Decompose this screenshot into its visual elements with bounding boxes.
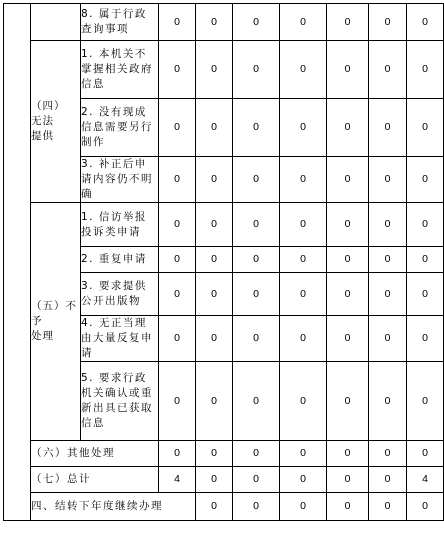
table-row-carryover xyxy=(4,493,444,521)
value-cell: 0 xyxy=(159,99,196,157)
reason-cat4-item1: 1. 本机关不掌握相关政府信息 xyxy=(81,41,159,99)
value-cell: 0 xyxy=(280,203,327,247)
value-cell: 0 xyxy=(159,273,196,316)
table-row-cat1-item8 xyxy=(4,4,444,41)
cat5-label-line1: （五）不 xyxy=(31,300,77,312)
value-cell: 0 xyxy=(369,99,407,157)
value-cell: 0 xyxy=(280,273,327,316)
value-cell: 0 xyxy=(196,203,233,247)
value-cell: 0 xyxy=(407,493,444,521)
total-value-cell: 0 xyxy=(280,467,327,493)
value-cell: 0 xyxy=(233,273,280,316)
value-cell: 0 xyxy=(327,273,369,316)
value-cell: 0 xyxy=(407,41,444,99)
value-cell: 0 xyxy=(159,41,196,99)
value-cell: 0 xyxy=(369,362,407,441)
value-cell: 0 xyxy=(233,362,280,441)
cat5-label xyxy=(31,203,81,441)
value-cell: 0 xyxy=(327,99,369,157)
value-cell: 0 xyxy=(407,247,444,273)
value-cell: 0 xyxy=(233,41,280,99)
value-cell: 0 xyxy=(327,4,369,41)
value-cell: 0 xyxy=(233,493,280,521)
cat4-label-line1: （四） xyxy=(31,100,66,112)
value-cell: 0 xyxy=(280,441,327,467)
value-cell: 0 xyxy=(159,4,196,41)
value-cell: 0 xyxy=(196,273,233,316)
value-cell: 0 xyxy=(327,203,369,247)
value-cell: 0 xyxy=(369,157,407,203)
reason-cat1-item8: 8. 属于行政查询事项 xyxy=(81,4,159,41)
reason-cat5-item1: 1. 信访举报投诉类申请 xyxy=(81,203,159,247)
value-cell: 0 xyxy=(327,316,369,362)
total-value-cell: 0 xyxy=(233,467,280,493)
value-cell: 0 xyxy=(159,441,196,467)
table-row-cat4-item1 xyxy=(4,41,444,99)
reason-cat5-item4: 4. 无正当理由大量反复申请 xyxy=(81,316,159,362)
value-cell: 0 xyxy=(233,316,280,362)
value-cell: 0 xyxy=(280,362,327,441)
value-cell: 0 xyxy=(233,4,280,41)
total-value-cell: 0 xyxy=(327,467,369,493)
value-cell: 0 xyxy=(233,247,280,273)
value-cell: 0 xyxy=(407,362,444,441)
value-cell: 0 xyxy=(280,99,327,157)
value-cell: 0 xyxy=(407,273,444,316)
value-cell: 0 xyxy=(327,362,369,441)
total-value-cell: 4 xyxy=(159,467,196,493)
value-cell: 0 xyxy=(196,99,233,157)
reason-cat4-item2: 2. 没有现成信息需要另行制作 xyxy=(81,99,159,157)
value-cell: 0 xyxy=(327,247,369,273)
cat4-label-line2: 无法 xyxy=(31,115,54,127)
total-value-cell: 4 xyxy=(407,467,444,493)
carryover-label: 四、结转下年度继续办理 xyxy=(31,493,196,521)
value-cell: 0 xyxy=(407,441,444,467)
value-cell: 0 xyxy=(159,203,196,247)
value-cell: 0 xyxy=(369,4,407,41)
value-cell: 0 xyxy=(369,493,407,521)
value-cell: 0 xyxy=(407,203,444,247)
section3-left-blank xyxy=(4,4,31,521)
table-row-cat5-item1 xyxy=(4,203,444,247)
value-cell: 0 xyxy=(327,441,369,467)
cat5-label-line2: 予 xyxy=(31,315,43,327)
value-cell: 0 xyxy=(407,157,444,203)
value-cell: 0 xyxy=(327,157,369,203)
value-cell: 0 xyxy=(159,157,196,203)
value-cell: 0 xyxy=(369,203,407,247)
value-cell: 0 xyxy=(196,41,233,99)
cat6-label: （六）其他处理 xyxy=(31,441,159,467)
value-cell: 0 xyxy=(159,247,196,273)
value-cell: 0 xyxy=(196,4,233,41)
value-cell: 0 xyxy=(327,493,369,521)
reason-cat4-item3: 3. 补正后申请内容仍不明确 xyxy=(81,157,159,203)
value-cell: 0 xyxy=(280,41,327,99)
value-cell: 0 xyxy=(196,316,233,362)
table-row-cat6 xyxy=(4,441,444,467)
value-cell: 0 xyxy=(280,4,327,41)
value-cell: 0 xyxy=(407,99,444,157)
value-cell: 0 xyxy=(196,493,233,521)
reason-cat5-item5: 5. 要求行政机关确认或重新出具已获取信息 xyxy=(81,362,159,441)
cat4-label xyxy=(31,41,81,203)
value-cell: 0 xyxy=(233,203,280,247)
value-cell: 0 xyxy=(196,247,233,273)
value-cell: 0 xyxy=(327,41,369,99)
value-cell: 0 xyxy=(280,316,327,362)
value-cell: 0 xyxy=(280,157,327,203)
value-cell: 0 xyxy=(369,316,407,362)
value-cell: 0 xyxy=(233,157,280,203)
disclosure-report-table xyxy=(3,3,444,521)
value-cell: 0 xyxy=(369,247,407,273)
cat4-label-line3: 提供 xyxy=(31,130,54,142)
reason-cat5-item2: 2. 重复申请 xyxy=(81,247,159,273)
table-body xyxy=(4,4,444,521)
value-cell: 0 xyxy=(159,316,196,362)
value-cell: 0 xyxy=(233,99,280,157)
value-cell: 0 xyxy=(196,157,233,203)
value-cell: 0 xyxy=(233,441,280,467)
total-value-cell: 0 xyxy=(369,467,407,493)
value-cell: 0 xyxy=(369,41,407,99)
total-value-cell: 0 xyxy=(196,467,233,493)
value-cell: 0 xyxy=(196,441,233,467)
value-cell: 0 xyxy=(369,273,407,316)
value-cell: 0 xyxy=(369,441,407,467)
value-cell: 0 xyxy=(280,247,327,273)
value-cell: 0 xyxy=(280,493,327,521)
cat1-blank-cell xyxy=(31,4,81,41)
value-cell: 0 xyxy=(159,362,196,441)
table-row-total xyxy=(4,467,444,493)
reason-cat5-item3: 3. 要求提供公开出版物 xyxy=(81,273,159,316)
total-label: （七）总计 xyxy=(31,467,159,493)
cat5-label-line3: 处理 xyxy=(31,330,54,342)
value-cell: 0 xyxy=(407,316,444,362)
value-cell: 0 xyxy=(196,362,233,441)
value-cell: 0 xyxy=(407,4,444,41)
